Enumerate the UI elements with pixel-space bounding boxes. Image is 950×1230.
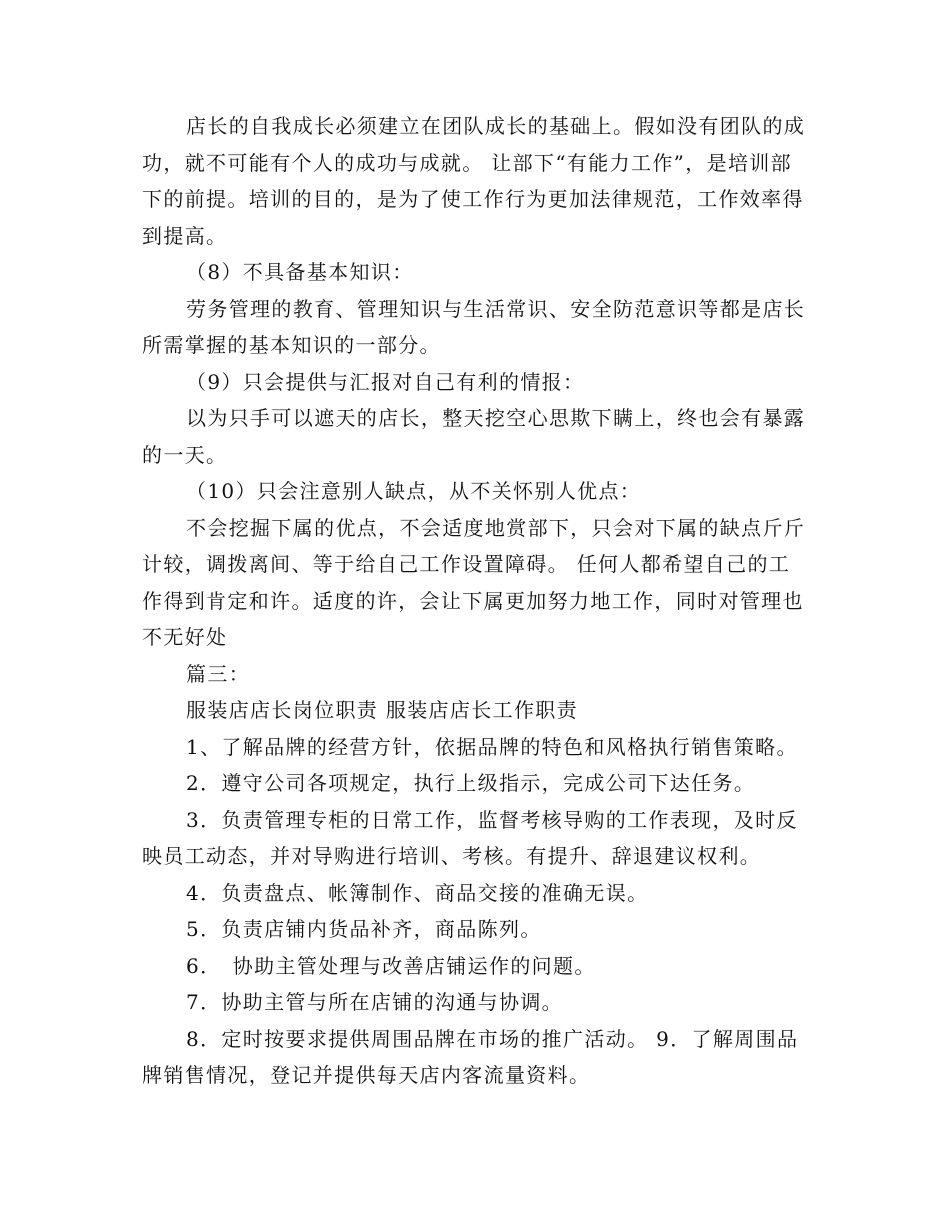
- paragraph-shortcomings: 不会挖掘下属的优点，不会适度地赏部下，只会对下属的缺点斤斤计较，调拨离间、等于给自己工作设置障碍。 任何人都希望自己的工作得到肯定和许。适度的许，会让下属更加努力地工作，同时对管理也不无好处: [142, 515, 806, 649]
- paragraph-team-growth: 店长的自我成长必须建立在团队成长的基础上。假如没有团队的成功，就不可能有个人的成功与成就。 让部下“有能力工作”，是培训部下的前提。培训的目的，是为了使工作行为更加法律规范，工作效率得到提高。: [142, 114, 806, 248]
- document-body: [142, 108, 810, 1094]
- duty-item-3: 3．负责管理专柜的日常工作，监督考核导购的工作表现，及时反映员工动态，并对导购进行培训、考核。有提升、辞退建议权利。: [142, 807, 798, 868]
- duty-item-2: 2．遵守公司各项规定，执行上级指示，完成公司下达任务。: [186, 771, 756, 795]
- duty-item-5: 5．负责店铺内货品补齐，商品陈列。: [186, 917, 542, 941]
- duty-item-7: 7．协助主管与所在店铺的沟通与协调。: [186, 990, 564, 1014]
- section-title: 服装店店长岗位职责 服装店店长工作职责: [186, 698, 579, 722]
- duty-item-6: 6． 协助主管处理与改善店铺运作的问题。: [186, 953, 596, 978]
- heading-basic-knowledge: （8）不具备基本知识：: [186, 260, 414, 284]
- paragraph-basic-knowledge: 劳务管理的教育、管理知识与生活常识、安全防范意识等都是店长所需掌握的基本知识的一部分。: [142, 296, 806, 357]
- paragraph-favorable-information: 以为只手可以遮天的店长，整天挖空心思欺下瞒上，终也会有暴露的一天。: [142, 406, 806, 467]
- duty-item-1: 1、了解品牌的经营方针，依据品牌的特色和风格执行销售策略。: [186, 734, 798, 759]
- duty-item-8-9: 8．定时按要求提供周围品牌在市场的推广活动。 9．了解周围品牌销售情况，登记并提供每天店内客流量资料。: [142, 1026, 799, 1087]
- heading-shortcomings: （10）只会注意别人缺点，从不关怀别人优点：: [186, 479, 642, 503]
- heading-favorable-information: （9）只会提供与汇报对自己有利的情报：: [186, 369, 585, 394]
- section-label: 篇三：: [186, 661, 251, 686]
- duty-item-4: 4．负责盘点、帐簿制作、商品交接的准确无误。: [186, 880, 649, 905]
